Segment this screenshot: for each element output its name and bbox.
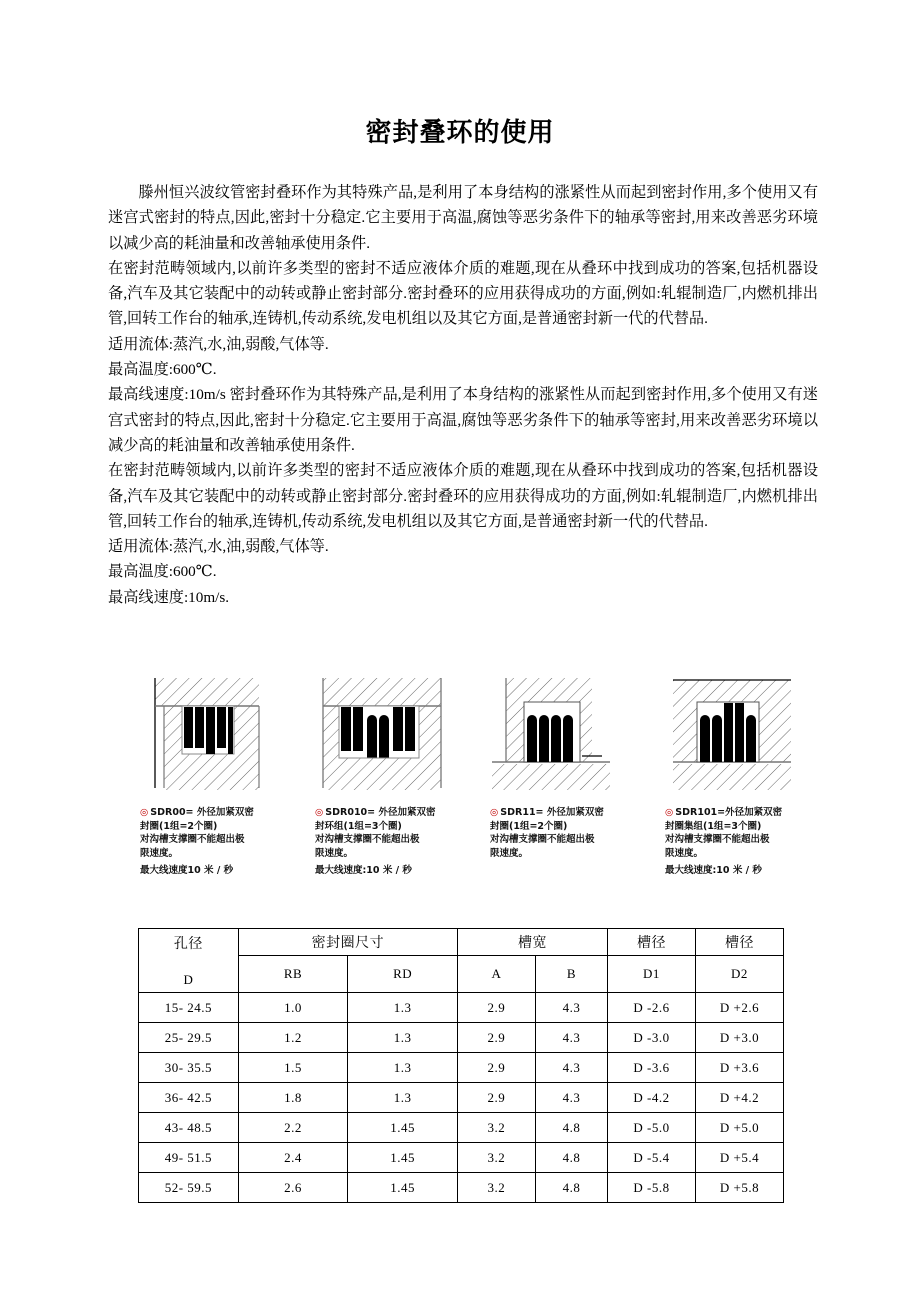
table-row [139,1053,784,1083]
paragraph-1: 滕州恒兴波纹管密封叠环作为其特殊产品,是利用了本身结构的涨紧性从而起到密封作用,多个使用又有迷宫式密封的特点,因此,密封十分稳定.它主要用于高温,腐蚀等恶劣条件下的轴承等密封,用来改善恶劣环境以减少高的耗油量和改善轴承使用条件. [108,184,818,252]
figure-caption-sdr101 [665,806,825,878]
table-row [139,993,784,1023]
cell-b: 4.3 [535,993,607,1023]
caption-line-2: 封环组(1组=3个圈) [315,820,402,832]
cell-d: 52- 59.5 [139,1173,239,1203]
cell-a: 3.2 [457,1143,535,1173]
caption-line-1: SDR101=外径加紧双密 [675,807,783,818]
figure-caption-sdr010 [315,806,475,878]
figure-caption-sdr00 [140,806,300,878]
header-rd: RD [348,956,458,993]
table-row [139,1173,784,1203]
cell-a: 2.9 [457,1083,535,1113]
cell-b: 4.3 [535,1083,607,1113]
table-row [139,1143,784,1173]
cell-rd: 1.45 [348,1143,458,1173]
caption-line-2: 封圈(1组=2个圈) [140,820,218,832]
cell-rb: 1.0 [238,993,348,1023]
cell-d2: D +5.0 [695,1113,783,1143]
caption-line-3: 对沟槽支撑圈不能超出极 [140,834,245,846]
cell-d2: D +5.8 [695,1173,783,1203]
figure-caption-sdr11 [490,806,650,864]
paragraph-7: 适用流体:蒸汽,水,油,弱酸,气体等. [108,538,329,556]
figure-sdr010 [315,676,490,878]
caption-line-3: 对沟槽支撑圈不能超出极 [315,834,420,846]
header-seal-ring-size: 密封圈尺寸 [238,929,457,956]
caption-line-4: 限速度。 [665,847,704,859]
figure-sdr11 [490,676,665,878]
header-bore-diameter-symbol: D [183,972,194,987]
table-row [139,1023,784,1053]
caption-line-5: 最大线速度:10 米 / 秒 [315,865,412,877]
figure-sdr101 [665,676,840,878]
caption-line-1: SDR00= 外径加紧双密 [150,807,254,818]
spec-table-head [139,929,784,993]
circled-bullet-icon: ◎ [490,807,499,818]
cell-rb: 2.2 [238,1113,348,1143]
table-row [139,1113,784,1143]
cell-a: 2.9 [457,1053,535,1083]
cell-d1: D -3.6 [608,1053,696,1083]
spec-table-container [138,928,784,1203]
header-groove-width: 槽宽 [457,929,607,956]
cell-d: 30- 35.5 [139,1053,239,1083]
cell-b: 4.8 [535,1173,607,1203]
cell-rd: 1.3 [348,1023,458,1053]
spec-table [138,928,784,1203]
cell-d2: D +3.0 [695,1023,783,1053]
cell-d1: D -4.2 [608,1083,696,1113]
header-b: B [535,956,607,993]
table-header-row-1 [139,929,784,956]
cell-rd: 1.3 [348,993,458,1023]
header-groove-diameter-1: 槽径 [608,929,696,956]
cell-rd: 1.45 [348,1113,458,1143]
header-bore-diameter [139,929,239,993]
header-groove-diameter-2: 槽径 [695,929,783,956]
cell-d1: D -3.0 [608,1023,696,1053]
cell-rd: 1.45 [348,1173,458,1203]
caption-line-4: 限速度。 [140,847,179,859]
cell-d2: D +3.6 [695,1053,783,1083]
paragraph-8: 最高温度:600℃. [108,563,217,581]
cell-d: 25- 29.5 [139,1023,239,1053]
cell-rb: 2.6 [238,1173,348,1203]
table-row [139,1083,784,1113]
cell-rd: 1.3 [348,1053,458,1083]
header-a: A [457,956,535,993]
paragraph-3: 适用流体:蒸汽,水,油,弱酸,气体等. [108,335,329,353]
caption-line-4: 限速度。 [315,847,354,859]
cell-d: 36- 42.5 [139,1083,239,1113]
spec-table-body [139,993,784,1203]
cell-rb: 1.5 [238,1053,348,1083]
seal-ring-diagram-sdr00-icon [140,676,275,794]
cell-b: 4.3 [535,1053,607,1083]
caption-line-3: 对沟槽支撑圈不能超出极 [490,834,595,846]
seal-ring-diagram-sdr101-icon [665,676,800,794]
cell-a: 2.9 [457,993,535,1023]
caption-line-4: 限速度。 [490,847,529,859]
paragraph-6: 在密封范畴领域内,以前许多类型的密封不适应液体介质的难题,现在从叠环中找到成功的答案,包括机器设备,汽车及其它装配中的动转或静止密封部分.密封叠环的应用获得成功的方面,例如:轧辊制造厂,内燃机排出管,回转工作台的轴承,连铸机,传动系统,发电机组以及其它方面,是普通密封新一代的代替品. [108,462,818,530]
header-d2: D2 [695,956,783,993]
cell-d1: D -5.4 [608,1143,696,1173]
cell-a: 3.2 [457,1113,535,1143]
caption-line-2: 封圈(1组=2个圈) [490,820,568,832]
cell-b: 4.3 [535,1023,607,1053]
cell-rd: 1.3 [348,1083,458,1113]
circled-bullet-icon: ◎ [140,807,149,818]
caption-line-5: 最大线速度10 米 / 秒 [140,865,234,877]
figure-row [140,676,840,878]
figure-sdr00 [140,676,315,878]
caption-line-3: 对沟槽支撑圈不能超出极 [665,834,770,846]
circled-bullet-icon: ◎ [665,807,674,818]
body-text-block [108,180,818,610]
cell-rb: 2.4 [238,1143,348,1173]
cell-d1: D -5.8 [608,1173,696,1203]
cell-d2: D +2.6 [695,993,783,1023]
header-d1: D1 [608,956,696,993]
page-title: 密封叠环的使用 [365,118,555,148]
cell-d: 49- 51.5 [139,1143,239,1173]
cell-d1: D -2.6 [608,993,696,1023]
cell-d2: D +4.2 [695,1083,783,1113]
cell-rb: 1.2 [238,1023,348,1053]
paragraph-9: 最高线速度:10m/s. [108,588,230,606]
paragraph-5: 最高线速度:10m/s 密封叠环作为其特殊产品,是利用了本身结构的涨紧性从而起到密封作用,多个使用又有迷宫式密封的特点,因此,密封十分稳定.它主要用于高温,腐蚀等恶劣条件下的轴承等密封,用来改善恶劣环境以减少高的耗油量和改善轴承使用条件. [108,386,818,454]
cell-a: 2.9 [457,1023,535,1053]
seal-ring-diagram-sdr11-icon [490,676,625,794]
cell-b: 4.8 [535,1113,607,1143]
cell-rb: 1.8 [238,1083,348,1113]
caption-line-5: 最大线速度:10 米 / 秒 [665,865,762,877]
cell-d1: D -5.0 [608,1113,696,1143]
paragraph-2: 在密封范畴领域内,以前许多类型的密封不适应液体介质的难题,现在从叠环中找到成功的答案,包括机器设备,汽车及其它装配中的动转或静止密封部分.密封叠环的应用获得成功的方面,例如:轧辊制造厂,内燃机排出管,回转工作台的轴承,连铸机,传动系统,发电机组以及其它方面,是普通密封新一代的代替品. [108,259,818,328]
caption-line-2: 封圈集组(1组=3个圈) [665,820,762,832]
cell-b: 4.8 [535,1143,607,1173]
header-bore-diameter-label: 孔径 [173,937,203,952]
circled-bullet-icon: ◎ [315,807,324,818]
seal-ring-diagram-sdr010-icon [315,676,450,794]
cell-d: 43- 48.5 [139,1113,239,1143]
caption-line-1: SDR010= 外径加紧双密 [325,807,436,818]
paragraph-4: 最高温度:600℃. [108,361,217,379]
cell-d2: D +5.4 [695,1143,783,1173]
cell-d: 15- 24.5 [139,993,239,1023]
cell-a: 3.2 [457,1173,535,1203]
caption-line-1: SDR11= 外径加紧双密 [500,807,604,818]
header-rb: RB [238,956,348,993]
